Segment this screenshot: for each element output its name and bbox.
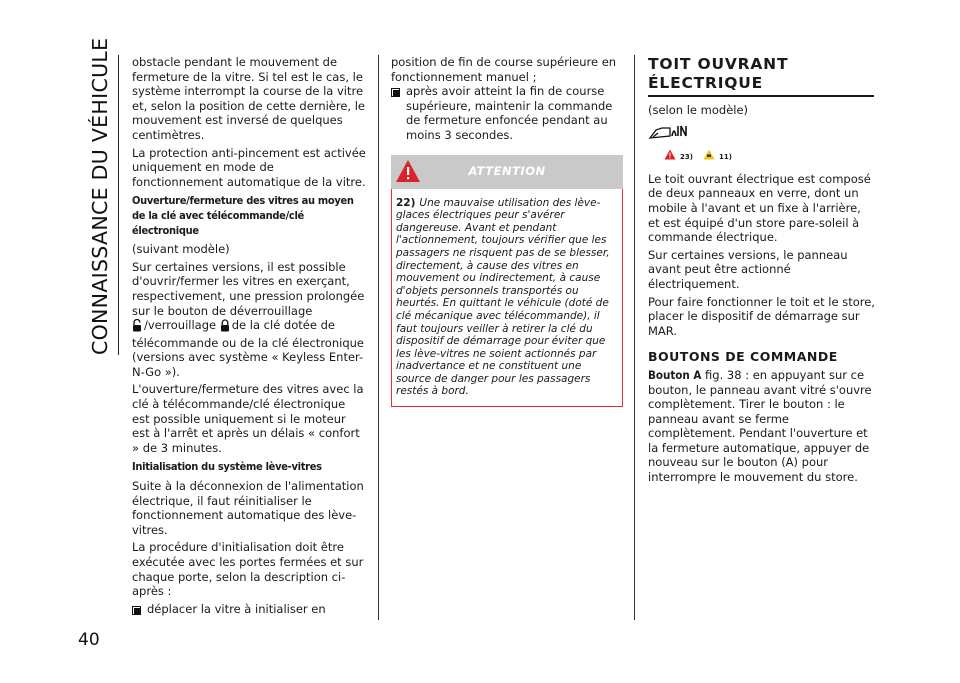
lock-label: /verrouillage: [144, 318, 217, 333]
section-title: TOIT OUVRANT ÉLECTRIQUE: [648, 55, 874, 97]
warning-text: Une mauvaise utilisation des lève-glaces électriques peur s'avérer dangereuse. Avant et pendant l'actionnement, toujours vérifier que les passagers ne risquent pas de se blesser, directement, à cause des vitres en mouvement ou indirectement, à cause d'objets personnels transportés ou heurtés. En quittant le véhicule (doté de clé mécanique avec télécommande), il faut toujours veiller à retirer la clé du dispositif de démarrage pour éviter que les lève-vitres ne soient actionnés par inadvertance et ne constituent une source de danger pour les passagers restés à bord.: [396, 196, 610, 398]
column-divider: [378, 55, 379, 620]
bullet-text: déplacer la vitre à initialiser en: [147, 601, 326, 616]
paragraph: (selon le modèle): [648, 103, 749, 117]
heading-key-remote: Ouverture/fermeture des vitres au moyen de la clé avec télécommande/clé électronique: [132, 194, 354, 237]
bullet-item: [132, 602, 366, 619]
column-1: [132, 55, 366, 621]
side-divider: [118, 55, 119, 355]
lock-icon: [220, 319, 230, 336]
bullet-text: après avoir atteint la fin de course supérieure, maintenir la commande de fermeture enfoncée pendant au moins 3 secondes.: [406, 84, 613, 142]
paragraph-button-a: [648, 368, 876, 485]
warning-box: [391, 189, 623, 408]
button-a-label: Bouton A: [648, 367, 702, 382]
paragraph: Sur certaines versions, il est possible d'ouvrir/fermer les vitres en exerçant, respectivement, une pression prolongée sur le bouton de déverrouillage: [132, 259, 365, 318]
warning-number: 22): [396, 196, 416, 209]
paragraph: La protection anti-pincement est activée uniquement en mode de fonctionnement automatique de la vitre.: [132, 145, 366, 189]
attention-label: ATTENTION: [468, 163, 546, 178]
section-side-title: CONNAISSANCE DU VÉHICULE: [88, 37, 112, 355]
paragraph: obstacle pendant le mouvement de fermeture de la vitre. Si tel est le cas, le système interrompt la course de la vitre et, selon la position de cette dernière, le mouvement est inversé de quelques centimètres.: [132, 55, 366, 142]
heading-initialisation: Initialisation du système lève-vitres: [132, 460, 322, 474]
lock-text: de la clé dotée de télécommande ou de la clé électronique (versions avec système « Keyless Enter-N-Go »).: [132, 318, 364, 379]
column-3: [648, 55, 876, 488]
paragraph: (suivant modèle): [132, 242, 230, 257]
caution-icon: [703, 149, 715, 166]
sunroof-symbol-icon: [648, 122, 690, 146]
column-2: [391, 55, 623, 407]
paragraph: Sur certaines versions, le panneau avant peut être actionné électriquement.: [648, 247, 848, 291]
symbol-row: [648, 122, 876, 146]
button-a-text: fig. 38 : en appuyant sur ce bouton, le panneau avant vitré s'ouvre complètement. Tirer le bouton : le panneau avant se ferme complètement. Pendant l'ouverture et la fermeture automatique, appuyer de nouveau sur le bouton (A) pour interrompre le mouvement du store.: [648, 367, 872, 485]
paragraph: Pour faire fonctionner le toit et le store, placer le dispositif de démarrage sur MAR.: [648, 294, 875, 338]
reference-row: [664, 149, 876, 166]
subsection-title: BOUTONS DE COMMANDE: [648, 349, 838, 365]
paragraph: Le toit ouvrant électrique est composé de deux panneaux en verre, dont un mobile à l'avant et un fixe à l'arrière, et est équipé d'un store pare-soleil à commande électrique.: [648, 171, 871, 245]
warning-triangle-icon: [664, 149, 676, 166]
bullet-icon: [132, 604, 141, 619]
column-divider: [634, 55, 635, 620]
unlock-icon: [132, 319, 142, 336]
attention-header: [391, 155, 623, 189]
paragraph-lock-buttons: [132, 318, 366, 379]
paragraph: position de fin de course supérieure en fonctionnement manuel ;: [391, 55, 617, 84]
bullet-item: [391, 84, 623, 142]
paragraph: Suite à la déconnexion de l'alimentation électrique, il faut réinitialiser le fonctionnement automatique des lève-vitres.: [132, 479, 364, 537]
caution-ref: 11): [718, 153, 732, 162]
paragraph: La procédure d'initialisation doit être exécutée avec les portes fermées et sur chaque porte, selon la description ci-après :: [132, 540, 364, 599]
bullet-icon: [391, 86, 400, 101]
paragraph: L'ouverture/fermeture des vitres avec la clé à télécommande/clé électronique est possible uniquement si le moteur est à l'arrêt et après un délais « confort » de 3 minutes.: [132, 382, 364, 455]
page-number: 40: [78, 630, 100, 650]
warning-ref: 23): [680, 153, 693, 162]
